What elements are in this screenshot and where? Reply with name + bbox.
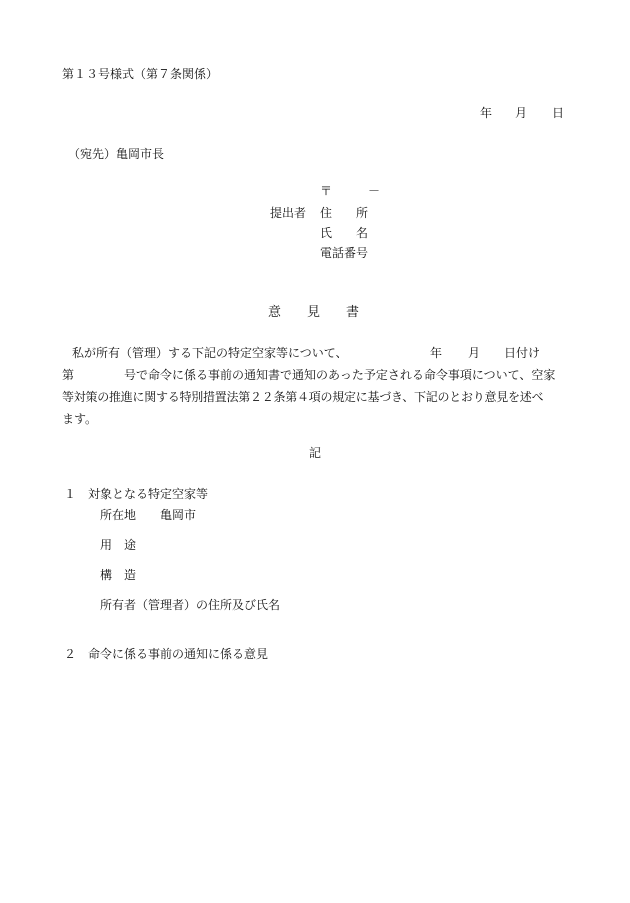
body-line-2-text: 号で命令に係る事前の通知書で通知のあった予定される命令事項について、空家 <box>124 368 556 382</box>
body-line-4 <box>62 408 568 430</box>
body-line-2 <box>62 364 568 386</box>
structure-label: 構 造 <box>100 568 137 582</box>
body-paragraph <box>62 342 568 430</box>
postal-dash: － <box>368 184 381 198</box>
document-title: 意 見 書 <box>268 305 360 320</box>
body-line-1 <box>62 342 568 364</box>
submitter-label: 提出者 <box>270 206 307 220</box>
section-2-heading: ２ 命令に係る事前の通知に係る意見 <box>64 647 269 661</box>
date-month-label: 月 <box>515 106 528 120</box>
form-number: 第１３号様式（第７条関係） <box>62 67 219 81</box>
ki-marker: 記 <box>309 446 322 460</box>
location-value: 亀岡市 <box>160 508 197 522</box>
body-line-2-prefix: 第 <box>62 368 75 382</box>
phone-label: 電話番号 <box>320 246 369 260</box>
use-label: 用 途 <box>100 538 137 552</box>
body-line-1-month: 月 <box>468 346 481 360</box>
date-year-label: 年 <box>480 106 493 120</box>
body-line-1-text: 私が所有（管理）する下記の特定空家等について、 <box>72 346 348 360</box>
addressee: （宛先）亀岡市長 <box>68 147 165 161</box>
location-label: 所在地 <box>100 508 137 522</box>
name-label: 氏 名 <box>320 226 369 240</box>
address-label: 住 所 <box>320 206 369 220</box>
body-line-3-text: 等対策の推進に関する特別措置法第２２条第４項の規定に基づき、下記のとおり意見を述べ <box>62 390 544 404</box>
section-1-heading: １ 対象となる特定空家等 <box>64 487 209 501</box>
body-line-4-text: ます。 <box>62 412 98 426</box>
body-line-1-day: 日付け <box>504 346 541 360</box>
body-line-3 <box>62 386 568 408</box>
date-day-label: 日 <box>552 106 565 120</box>
body-line-1-year: 年 <box>430 346 443 360</box>
owner-label: 所有者（管理者）の住所及び氏名 <box>100 598 281 612</box>
postal-mark: 〒 <box>320 184 333 198</box>
